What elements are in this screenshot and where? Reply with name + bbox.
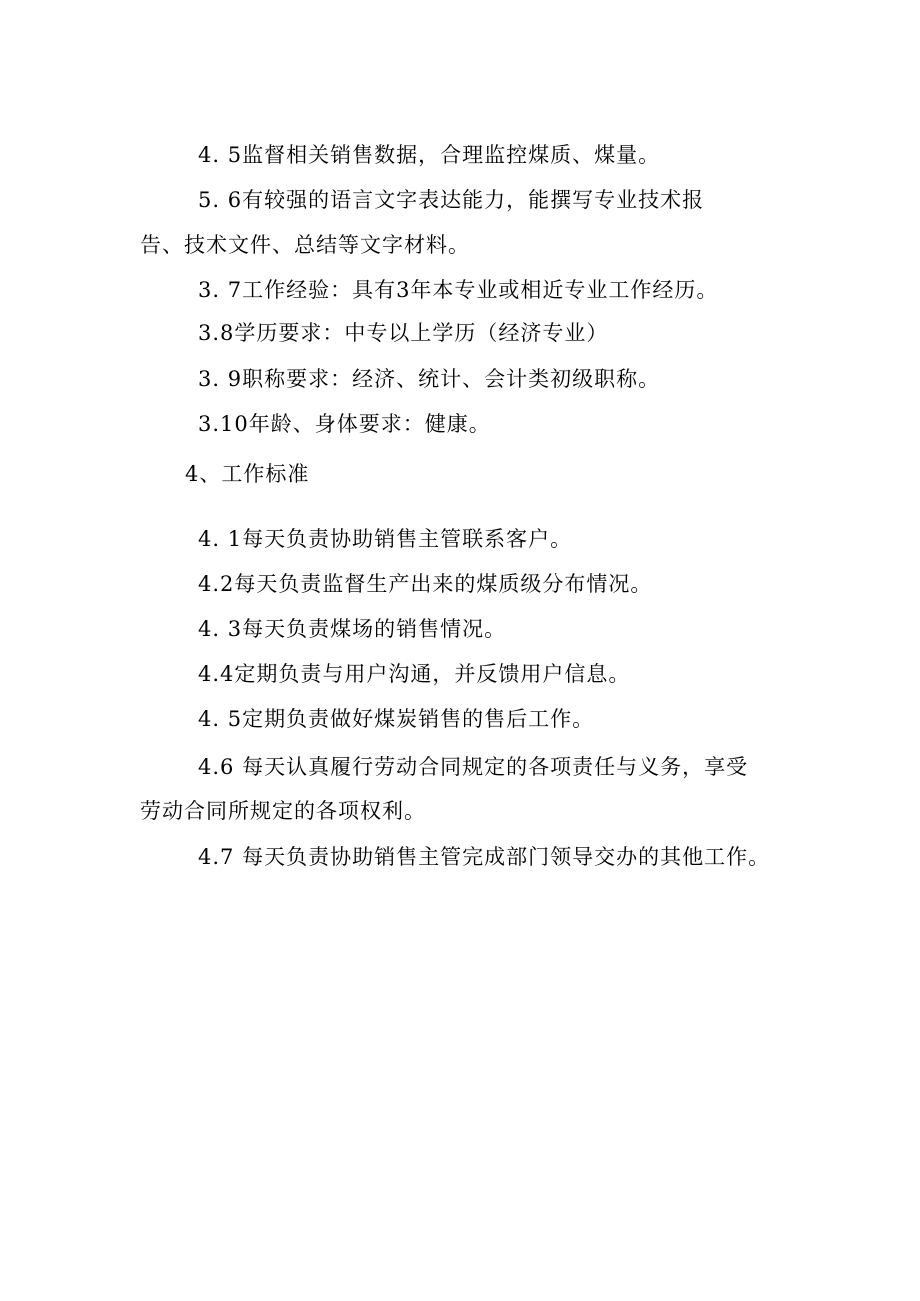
paragraph-line: 4.6 每天认真履行劳动合同规定的各项责任与义务，享受 [198,755,749,779]
paragraph-line: 4. 1每天负责协助销售主管联系客户。 [198,527,573,551]
paragraph-line: 3.8学历要求：中专以上学历（经济专业） [198,321,609,345]
paragraph-line: 3. 7工作经验：具有3年本专业或相近专业工作经历。 [198,278,719,302]
paragraph-line: 4. 5监督相关销售数据，合理监控煤质、煤量。 [198,143,661,167]
paragraph-line: 4.2每天负责监督生产出来的煤质级分布情况。 [198,572,653,596]
paragraph-line: 告、技术文件、总结等文字材料。 [140,233,470,257]
paragraph-line: 3.10年龄、身体要求：健康。 [198,412,491,436]
paragraph-line: 劳动合同所规定的各项权利。 [140,799,426,823]
paragraph-line: 3. 9职称要求：经济、统计、会计类初级职称。 [198,367,661,391]
paragraph-line: 4.7 每天负责协助销售主管完成部门领导交办的其他工作。 [198,845,771,869]
paragraph-line: 5. 6有较强的语言文字表达能力，能撰写专业技术报 [198,188,705,212]
paragraph-line: 4.4定期负责与用户沟通，并反馈用户信息。 [198,662,631,686]
paragraph-line: 4. 5定期负责做好煤炭销售的售后工作。 [198,707,595,731]
paragraph-line: 4. 3每天负责煤场的销售情况。 [198,617,507,641]
section-heading: 4、工作标准 [185,462,310,486]
